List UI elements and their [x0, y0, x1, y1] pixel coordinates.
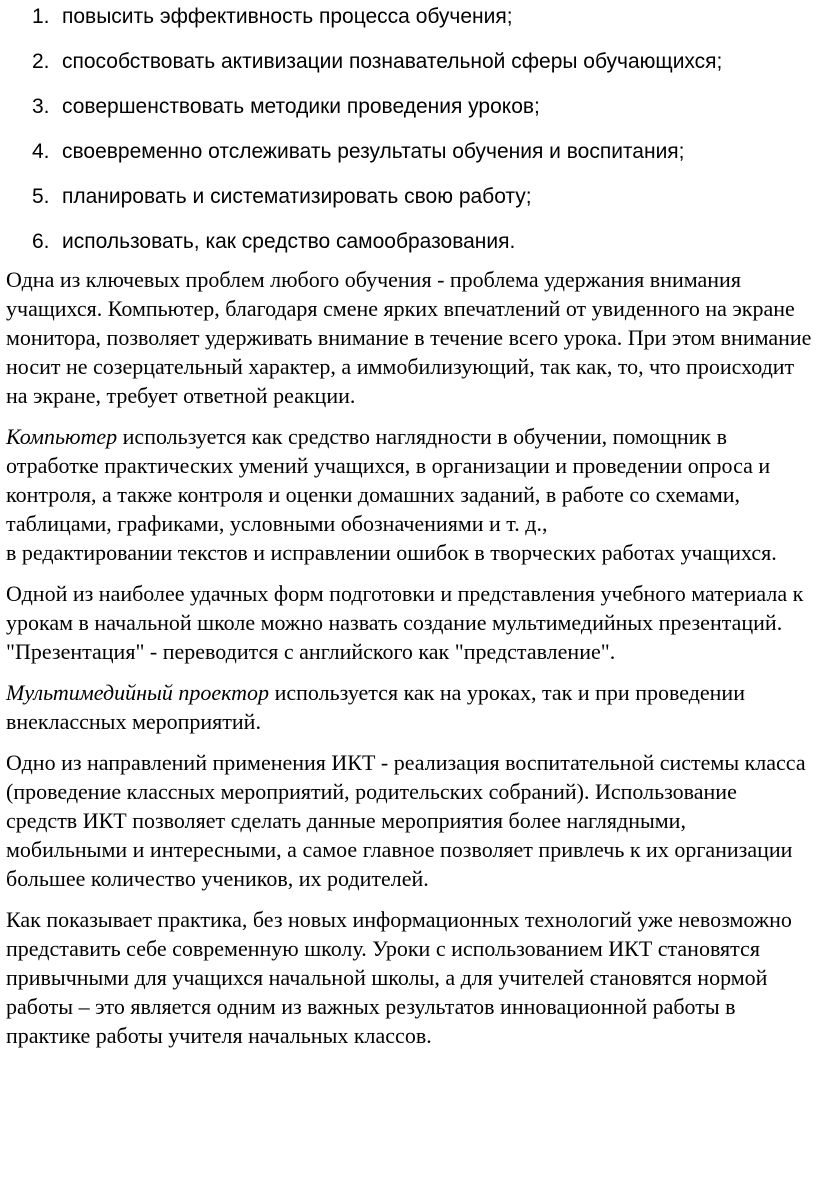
- list-item-text: совершенствовать методики проведения уроков;: [62, 95, 540, 118]
- paragraph-ict-education: Одно из направлений применения ИКТ - реализация воспитательной системы класса (проведение классных мероприятий, родительских собраний). Использование средств ИКТ позволяет сделать данные мероприятия более наглядными, мобильными и интересными, а самое главное позволяет привлечь к их организации большее количество учеников, их родителей.: [6, 750, 806, 891]
- list-item-number: 1.: [32, 5, 50, 28]
- paragraph-projector-text: используется как на уроках, так и при проведении внеклассных мероприятий.: [6, 680, 745, 734]
- paragraph-computer: [6, 422, 812, 567]
- term-projector: Мультимедийный проектор: [6, 680, 270, 705]
- term-computer: Компьютер: [6, 424, 118, 449]
- list-item: [6, 47, 812, 76]
- list-item-text: повысить эффективность процесса обучения;: [62, 5, 513, 28]
- paragraph-projector: [6, 678, 812, 736]
- list-item-text: использовать, как средство самообразования.: [62, 230, 516, 253]
- list-item: [6, 2, 812, 31]
- paragraph-computer-text-2: в редактировании текстов и исправлении ошибок в творческих работах учащихся.: [6, 540, 777, 565]
- paragraph-practice: Как показывает практика, без новых информационных технологий уже невозможно представить себе современную школу. Уроки с использованием ИКТ становятся привычными для учащихся начальной школы, а для учителей становятся нормой работы – это является одним из важных результатов инновационной работы в практике работы учителя начальных классов.: [6, 907, 792, 1048]
- paragraph-attention: Одна из ключевых проблем любого обучения - проблема удержания внимания учащихся. Компьютер, благодаря смене ярких впечатлений от увиденного на экране монитора, позволяет удерживать внимание в течение всего урока. При этом внимание носит не созерцательный характер, а иммобилизующий, так как, то, что происходит на экране, требует ответной реакции.: [6, 267, 812, 408]
- list-item-text: своевременно отслеживать результаты обучения и воспитания;: [62, 140, 685, 163]
- paragraph-presentations: Одной из наиболее удачных форм подготовки и представления учебного материала к урокам в начальной школе можно назвать создание мультимедийных презентаций. "Презентация" - переводится с английского как "представление".: [6, 581, 804, 664]
- list-item-number: 6.: [32, 230, 50, 253]
- list-item-number: 2.: [32, 50, 50, 73]
- list-item-number: 5.: [32, 185, 50, 208]
- list-item: [6, 137, 812, 166]
- list-item-text: способствовать активизации познавательной сферы обучающихся;: [62, 50, 723, 73]
- list-item: [6, 92, 812, 121]
- list-item-text: планировать и систематизировать свою работу;: [62, 185, 532, 208]
- paragraph-computer-text: используется как средство наглядности в обучении, помощник в отработке практических умений учащихся, в организации и проведении опроса и контроля, а также контроля и оценки домашних заданий, в работе со схемами, таблицами, графиками, условными обозначениями и т. д.,: [6, 424, 771, 536]
- list-item: [6, 227, 812, 256]
- list-item-number: 3.: [32, 95, 50, 118]
- goals-list: [6, 2, 812, 256]
- list-item-number: 4.: [32, 140, 50, 163]
- list-item: [6, 182, 812, 211]
